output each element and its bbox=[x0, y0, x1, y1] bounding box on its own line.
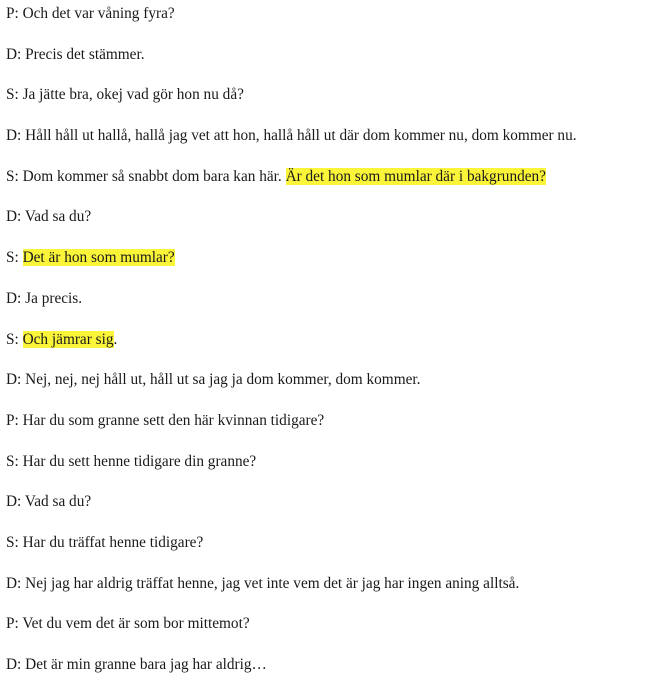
highlighted-text: Och jämrar sig bbox=[22, 330, 114, 348]
speaker-label: P: bbox=[6, 411, 19, 429]
speaker-label: D: bbox=[6, 289, 22, 307]
speaker-label: D: bbox=[6, 371, 22, 389]
transcript-line bbox=[6, 248, 662, 289]
line-text: Det är min granne bara jag har aldrig… bbox=[25, 656, 267, 673]
line-text: Vet du vem det är som bor mittemot? bbox=[22, 615, 250, 633]
speaker-label: S: bbox=[6, 330, 19, 348]
line-text: Har du träffat henne tidigare? bbox=[22, 533, 204, 551]
line-text: Dom kommer så snabbt dom bara kan här. bbox=[22, 167, 282, 185]
transcript-line bbox=[6, 533, 662, 574]
line-text: Precis det stämmer. bbox=[25, 45, 145, 63]
speaker-label: P: bbox=[6, 5, 19, 22]
transcript-line bbox=[6, 655, 662, 696]
transcript-line bbox=[6, 126, 662, 167]
transcript-line bbox=[6, 370, 662, 411]
line-text: Ja precis. bbox=[25, 289, 83, 307]
transcript-line bbox=[6, 614, 662, 655]
speaker-label: D: bbox=[6, 208, 22, 226]
line-text: Har du som granne sett den här kvinnan tidigare? bbox=[22, 411, 325, 429]
line-text: Och det var våning fyra? bbox=[22, 5, 175, 22]
transcript bbox=[6, 4, 662, 696]
transcript-line bbox=[6, 45, 662, 86]
line-text: Håll håll ut hallå, hallå jag vet att hon, hallå håll ut där dom kommer nu, dom kommer nu. bbox=[25, 127, 577, 145]
transcript-line bbox=[6, 289, 662, 330]
speaker-label: D: bbox=[6, 127, 22, 145]
transcript-line bbox=[6, 330, 662, 371]
line-text: Vad sa du? bbox=[24, 493, 92, 511]
speaker-label: P: bbox=[6, 615, 19, 633]
speaker-label: D: bbox=[6, 45, 22, 63]
speaker-label: D: bbox=[6, 656, 22, 673]
line-text: Nej, nej, nej håll ut, håll ut sa jag ja dom kommer, dom kommer. bbox=[25, 371, 421, 389]
transcript-line bbox=[6, 85, 662, 126]
transcript-line bbox=[6, 452, 662, 493]
transcript-line bbox=[6, 411, 662, 452]
line-text-after: . bbox=[113, 330, 118, 348]
line-text: Ja jätte bra, okej vad gör hon nu då? bbox=[22, 86, 244, 104]
speaker-label: D: bbox=[6, 493, 22, 511]
line-text: Vad sa du? bbox=[24, 208, 92, 226]
speaker-label: S: bbox=[6, 86, 19, 104]
speaker-label: S: bbox=[6, 249, 19, 267]
transcript-line bbox=[6, 574, 662, 615]
speaker-label: S: bbox=[6, 533, 19, 551]
transcript-line bbox=[6, 492, 662, 533]
highlighted-text: Det är hon som mumlar? bbox=[22, 249, 175, 267]
transcript-line bbox=[6, 167, 662, 208]
speaker-label: S: bbox=[6, 452, 19, 470]
line-text: Nej jag har aldrig träffat henne, jag vet inte vem det är jag har ingen aning alltså. bbox=[25, 574, 520, 592]
transcript-line bbox=[6, 207, 662, 248]
line-text: Har du sett henne tidigare din granne? bbox=[22, 452, 257, 470]
speaker-label: S: bbox=[6, 167, 19, 185]
highlighted-text: Är det hon som mumlar där i bakgrunden? bbox=[285, 167, 546, 185]
speaker-label: D: bbox=[6, 574, 22, 592]
transcript-line bbox=[6, 4, 662, 45]
